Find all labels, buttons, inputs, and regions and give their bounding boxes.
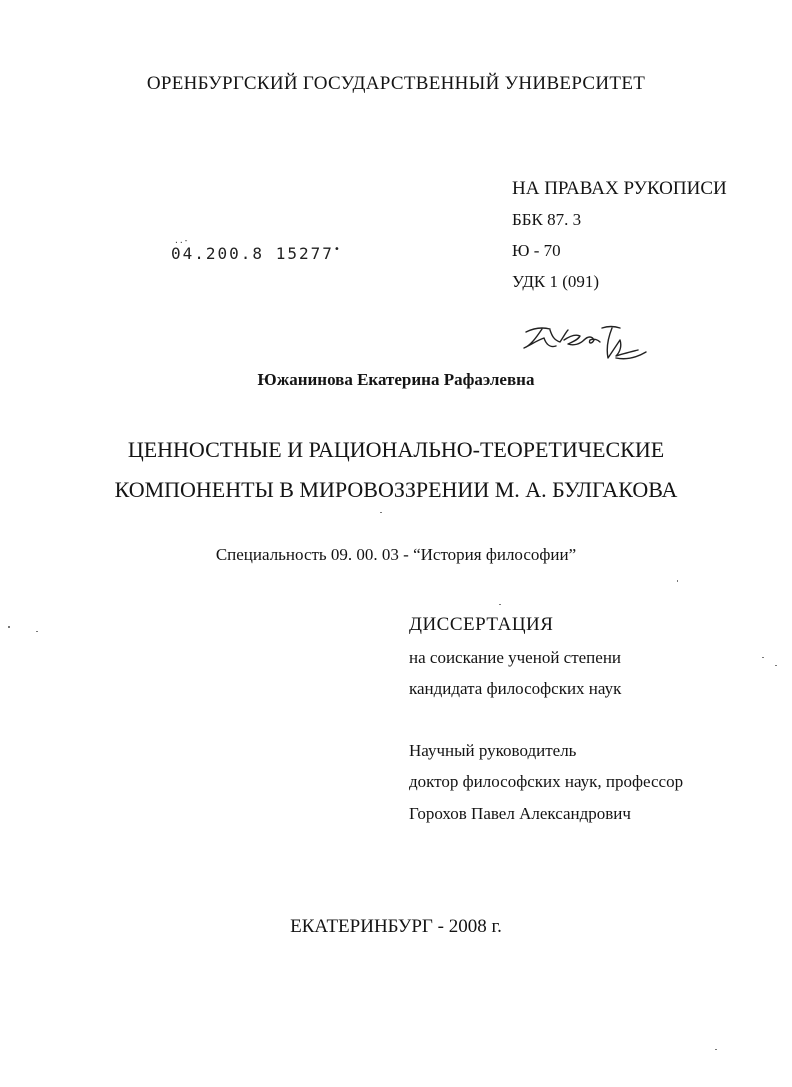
degree-purpose-line-2: кандидата философских наук xyxy=(409,679,622,698)
author-name: Южанинова Екатерина Рафаэлевна xyxy=(257,370,535,389)
scan-speck xyxy=(8,626,10,628)
scan-speck xyxy=(715,1049,717,1050)
scan-speck xyxy=(677,580,678,582)
udk-code: УДК 1 (091) xyxy=(512,272,600,291)
dissertation-title-line-1: ЦЕННОСТНЫЕ И РАЦИОНАЛЬНО-ТЕОРЕТИЧЕСКИЕ xyxy=(127,437,665,462)
manuscript-rights: НА ПРАВАХ РУКОПИСИ xyxy=(512,178,727,199)
scan-speck xyxy=(380,512,382,513)
scan-speck xyxy=(762,657,764,658)
bbk-code: ББК 87. 3 xyxy=(512,210,582,229)
degree-purpose-line-1: на соискание ученой степени xyxy=(409,648,622,667)
city-and-year: ЕКАТЕРИНБУРГ - 2008 г. xyxy=(290,916,502,937)
scan-speck xyxy=(36,631,38,632)
supervisor-degree: доктор философских наук, профессор xyxy=(409,772,684,791)
specialty-line: Специальность 09. 00. 03 - “История философии” xyxy=(215,545,577,564)
supervisor-label: Научный руководитель xyxy=(409,741,577,760)
handwritten-signature xyxy=(520,318,650,366)
author-mark-code: Ю - 70 xyxy=(512,241,561,260)
scan-speck xyxy=(499,604,501,605)
supervisor-name: Горохов Павел Александрович xyxy=(409,804,631,823)
scan-speck xyxy=(775,665,777,666)
stamp-marks: ..- xyxy=(174,236,189,245)
stamp-number-text: 04.200.8 15277 xyxy=(171,244,334,263)
dissertation-heading: ДИССЕРТАЦИЯ xyxy=(409,614,554,635)
registration-stamp-number xyxy=(171,244,342,263)
stamp-dot-icon: • xyxy=(333,244,342,255)
university-name: ОРЕНБУРГСКИЙ ГОСУДАРСТВЕННЫЙ УНИВЕРСИТЕТ xyxy=(146,73,646,94)
dissertation-title-line-2: КОМПОНЕНТЫ В МИРОВОЗЗРЕНИИ М. А. БУЛГАКОВА xyxy=(114,477,678,502)
